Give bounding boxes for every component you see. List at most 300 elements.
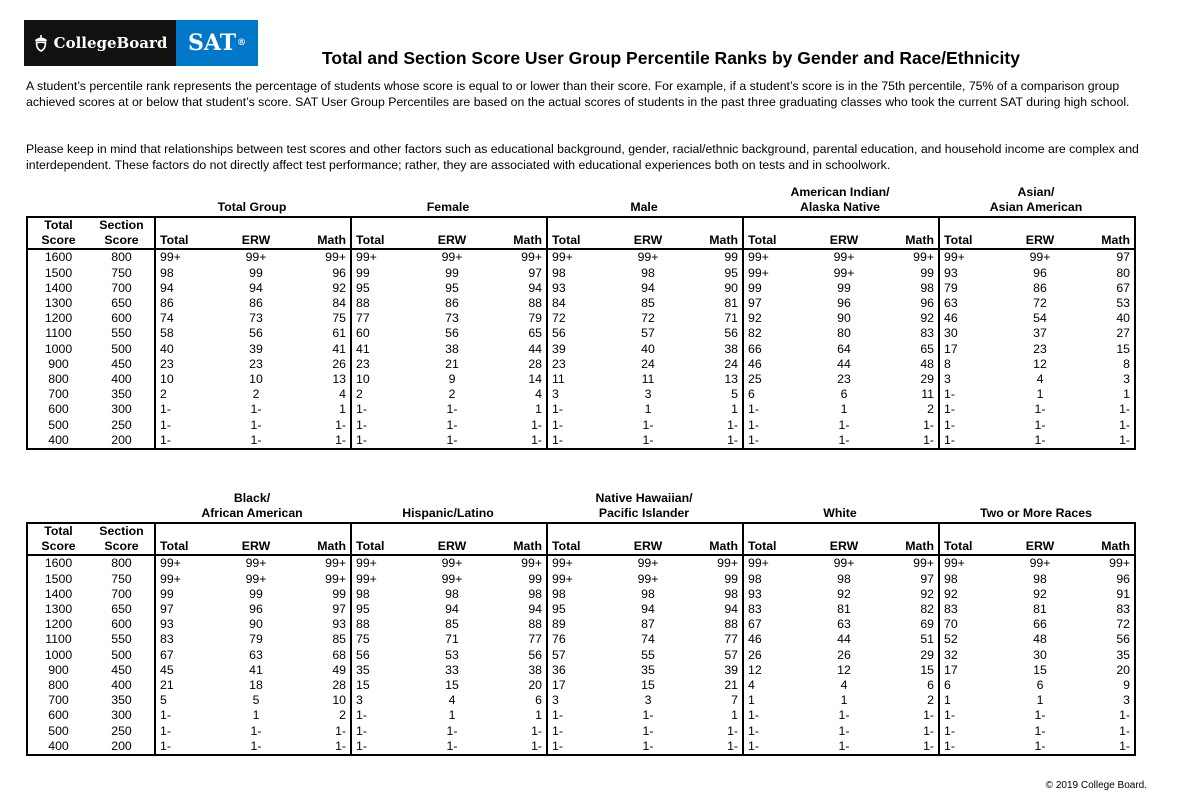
percentile-cell: 26 [837,647,851,662]
percentile-cell: 38 [445,341,459,356]
percentile-cell: 99+ [155,572,223,587]
total-score-cell: 1100 [45,632,72,647]
percentile-cell: 93 [155,617,223,632]
percentile-cell: 1- [1034,738,1046,753]
percentile-cell: 1- [531,432,542,447]
sub-column-header: Total [547,539,615,555]
percentile-cell: 58 [155,326,223,341]
percentile-cell: 11 [921,387,934,402]
percentile-cell: 11 [547,372,615,387]
percentile-cell: 41 [249,662,263,677]
group-header-line: White [823,506,857,520]
group-header-line: Two or More Races [980,506,1092,520]
percentile-cell: 23 [155,357,223,372]
table-row [27,342,1135,357]
percentile-cell: 99+ [547,555,615,571]
percentile-cell: 99+ [717,556,738,571]
percentile-cell: 99+ [351,555,419,571]
percentile-cell: 3 [644,387,652,402]
percentile-cell: 14 [528,372,542,387]
percentile-cell: 72 [1116,617,1130,632]
section-score-cell: 750 [111,265,132,280]
table-row [27,678,1135,693]
percentile-cell: 63 [249,647,263,662]
group-header-line: Asian American [989,200,1083,214]
total-score-cell: 1000 [44,341,73,356]
percentile-cell: 3 [547,693,615,708]
percentile-cell: 3 [644,693,652,708]
percentile-cell: 23 [249,356,263,371]
percentile-cell: 1- [446,432,458,447]
percentile-cell: 99+ [155,249,223,265]
table-row [27,648,1135,663]
percentile-cell: 38 [528,662,542,677]
percentile-cell: 1- [547,402,615,417]
percentile-cell: 1- [1119,708,1130,723]
percentile-cell: 20 [1116,662,1130,677]
percentile-cell: 57 [547,648,615,663]
percentile-cell: 1- [642,723,654,738]
percentile-cell: 1- [1034,723,1046,738]
percentile-cell: 1- [335,432,346,447]
percentile-cell: 99+ [637,556,659,571]
percentile-cell: 83 [1116,602,1130,617]
sub-column-header: ERW [223,233,289,249]
percentile-cell: 1- [1119,432,1130,447]
percentile-cell: 1- [1119,738,1130,753]
percentile-cell: 1- [351,418,419,433]
percentile-cell: 79 [939,281,1007,296]
section-score-cell: 800 [111,250,132,265]
percentile-cell: 99+ [743,266,811,281]
percentile-cell: 56 [1116,632,1130,647]
percentile-cell: 71 [724,311,738,326]
percentile-cell: 1- [250,417,262,432]
total-score-cell: 1300 [44,602,73,617]
percentile-cell: 41 [351,342,419,357]
section-score-cell: 700 [111,280,132,295]
percentile-cell: 1- [155,708,223,723]
percentile-cell: 46 [939,311,1007,326]
header-spacer [547,523,743,539]
percentile-cell: 99+ [743,555,811,571]
total-score-cell: 1400 [44,586,73,601]
percentile-cell: 1- [838,708,850,723]
percentile-cell: 1- [939,387,1007,402]
percentile-cell: 99 [724,250,738,265]
header-row [27,233,1135,249]
percentile-cell: 8 [939,357,1007,372]
section-score-cell: 800 [111,556,132,571]
percentile-cell: 67 [1116,280,1130,295]
percentile-cell: 1- [547,724,615,739]
percentile-cell: 1- [727,738,738,753]
percentile-cell: 99+ [913,556,934,571]
percentile-cell: 63 [939,296,1007,311]
percentile-table [26,522,1136,756]
percentile-cell: 77 [351,311,419,326]
section-score-cell: 450 [111,662,132,677]
sat-logo [176,20,258,66]
percentile-cell: 83 [743,602,811,617]
percentile-cell: 82 [920,602,934,617]
percentile-cell: 99 [351,266,419,281]
header-spacer [547,217,743,233]
acorn-icon [33,34,49,52]
percentile-cell: 88 [724,617,738,632]
percentile-cell: 1 [743,693,811,708]
percentile-cell: 1- [743,418,811,433]
table-row [27,372,1135,387]
header-spacer [155,217,351,233]
sub-column-header: Math [681,233,743,249]
percentile-cell: 63 [837,617,851,632]
group-header-line: Total Group [217,200,287,214]
percentile-cell: 99+ [325,556,346,571]
percentile-cell: 1- [250,723,262,738]
percentile-cell: 72 [547,311,615,326]
percentile-cell: 92 [939,587,1007,602]
percentile-cell: 90 [249,617,263,632]
percentile-cell: 3 [939,372,1007,387]
group-header-line: Female [426,200,470,214]
percentile-cell: 1- [1119,723,1130,738]
percentile-cell: 98 [724,586,738,601]
percentile-cell: 92 [1033,586,1047,601]
percentile-cell: 99+ [325,571,346,586]
percentile-cell: 17 [939,663,1007,678]
group-header-line: Native Hawaiian/ [595,491,693,505]
sub-column-header: ERW [811,539,877,555]
percentile-cell: 93 [743,587,811,602]
percentile-cell: 49 [332,662,346,677]
group-header-line [154,185,350,200]
percentile-cell: 10 [249,372,263,387]
percentile-cell: 44 [837,356,851,371]
percentile-cell: 95 [724,265,738,280]
percentile-cell: 99+ [939,555,1007,571]
percentile-cell: 99+ [743,249,811,265]
percentile-cell: 1- [547,433,615,449]
percentile-cell: 79 [528,311,542,326]
percentile-cell: 12 [837,662,851,677]
percentile-cell: 73 [249,311,263,326]
percentile-cell: 4 [339,387,346,402]
percentile-cell: 1- [838,723,850,738]
sub-column-header: Total [939,539,1007,555]
total-score-cell: 400 [48,738,69,753]
total-score-cell: 400 [48,432,69,447]
section-score-cell: 550 [111,632,132,647]
percentile-cell: 99+ [1029,556,1051,571]
table-row [27,708,1135,723]
percentile-cell: 1- [727,417,738,432]
percentile-cell: 99+ [245,250,267,265]
table-row [27,632,1135,647]
percentile-cell: 40 [1116,311,1130,326]
percentile-cell: 65 [920,341,934,356]
percentile-cell: 1- [939,724,1007,739]
section-score-cell: 350 [111,693,132,708]
percentile-cell: 94 [641,280,655,295]
total-score-cell: 1100 [45,326,72,341]
percentile-cell: 99 [332,586,346,601]
percentile-cell: 1- [743,433,811,449]
percentile-cell: 20 [528,678,542,693]
percentile-cell: 83 [939,602,1007,617]
percentile-cell: 86 [249,296,263,311]
group-header-line [742,491,938,506]
header-row [27,217,1135,233]
percentile-cell: 93 [332,617,346,632]
collegeboard-logo [24,20,176,66]
percentile-cell: 18 [249,678,263,693]
total-score-cell: 800 [48,372,69,387]
percentile-cell: 70 [939,617,1007,632]
percentile-cell: 4 [448,693,456,708]
sub-column-header: Total [155,539,223,555]
percentile-cell: 13 [724,372,738,387]
percentile-cell: 3 [351,693,419,708]
header-spacer [939,523,1135,539]
percentile-cell: 83 [920,326,934,341]
percentile-cell: 83 [155,632,223,647]
sat-wordmark: SAT [187,30,237,56]
percentile-cell: 1- [727,723,738,738]
section-score-header: Score [89,539,155,555]
percentile-cell: 1- [1034,432,1046,447]
sub-column-header: Math [681,539,743,555]
percentile-cell: 94 [641,602,655,617]
percentile-cell: 86 [445,296,459,311]
group-header [938,491,1134,521]
percentile-cell: 1- [250,432,262,447]
percentile-cell: 6 [535,693,542,708]
percentile-cell: 35 [351,663,419,678]
percentile-cell: 77 [724,632,738,647]
percentile-cell: 56 [249,326,263,341]
group-header-line [350,491,546,506]
table-row [27,249,1135,265]
percentile-cell: 94 [445,602,459,617]
total-score-cell: 1300 [44,296,73,311]
percentile-cell: 12 [743,663,811,678]
percentile-cell: 99+ [833,250,855,265]
header-spacer [155,523,351,539]
percentile-cell: 3 [1123,372,1130,387]
group-header [938,185,1134,215]
percentile-cell: 93 [939,266,1007,281]
section-score-cell: 600 [111,311,132,326]
percentile-cell: 97 [920,571,934,586]
percentile-cell: 1- [743,402,811,417]
table-row [27,418,1135,433]
percentile-cell: 1- [335,738,346,753]
section-score-header: Section [99,524,144,538]
percentile-cell: 99 [528,571,542,586]
percentile-cell: 48 [920,356,934,371]
percentile-cell: 2 [155,387,223,402]
table-row [27,739,1135,755]
group-header-line: American Indian/ [790,185,890,199]
percentile-cell: 13 [332,372,346,387]
percentile-table [26,216,1136,450]
percentile-cell: 1- [1119,417,1130,432]
percentile-cell: 37 [1033,326,1047,341]
percentile-cell: 10 [351,372,419,387]
percentile-cell: 93 [547,281,615,296]
table-row [27,387,1135,402]
percentile-cell: 56 [445,326,459,341]
table-row [27,587,1135,602]
total-score-header: Score [27,233,89,249]
percentile-cell: 5 [155,693,223,708]
percentile-cell: 40 [155,342,223,357]
sub-column-header: ERW [419,539,485,555]
percentile-cell: 72 [641,311,655,326]
section-score-cell: 200 [111,432,132,447]
percentile-cell: 98 [1033,571,1047,586]
percentile-cell: 1- [155,402,223,417]
percentile-cell: 1- [923,723,934,738]
sub-column-header: Math [289,539,351,555]
sat-tm-mark: ® [237,38,247,48]
percentile-cell: 55 [641,647,655,662]
percentile-cell: 75 [332,311,346,326]
percentile-cell: 44 [528,341,542,356]
sub-column-header: ERW [223,539,289,555]
percentile-cell: 67 [743,617,811,632]
percentile-cell: 1- [446,402,458,417]
percentile-cell: 56 [547,326,615,341]
percentile-cell: 35 [1116,647,1130,662]
total-score-cell: 900 [48,356,69,371]
percentile-cell: 1- [642,738,654,753]
percentile-cell: 92 [837,586,851,601]
percentile-cell: 99 [445,265,459,280]
percentile-cell: 94 [528,280,542,295]
percentile-cell: 12 [1033,356,1047,371]
percentile-cell: 1 [1036,387,1044,402]
total-score-cell: 1400 [44,280,73,295]
percentile-cell: 1- [547,708,615,723]
percentile-cell: 6 [840,387,848,402]
percentile-cell: 29 [920,647,934,662]
percentile-cell: 28 [332,678,346,693]
percentile-cell: 99+ [441,571,463,586]
section-score-cell: 650 [111,602,132,617]
group-header-line: Pacific Islander [598,506,690,520]
percentile-cell: 94 [724,602,738,617]
section-score-cell: 550 [111,326,132,341]
percentile-cell: 24 [724,356,738,371]
percentile-cell: 67 [155,648,223,663]
percentile-cell: 39 [249,341,263,356]
percentile-cell: 99+ [547,572,615,587]
total-score-cell: 1000 [44,647,73,662]
percentile-cell: 97 [1116,250,1130,265]
percentile-cell: 96 [1116,571,1130,586]
percentile-cell: 95 [445,280,459,295]
percentile-cell: 15 [445,678,459,693]
percentile-cell: 99 [743,281,811,296]
group-header-line [350,185,546,200]
percentile-cell: 1- [1034,402,1046,417]
percentile-cell: 1- [155,418,223,433]
section-score-cell: 700 [111,586,132,601]
percentile-cell: 96 [920,296,934,311]
percentile-cell: 1- [923,432,934,447]
percentile-cell: 92 [920,311,934,326]
percentile-cell: 38 [724,341,738,356]
percentile-cell: 82 [743,326,811,341]
percentile-cell: 74 [155,311,223,326]
percentile-cell: 99 [724,571,738,586]
sub-column-header: ERW [615,233,681,249]
percentile-cell: 85 [641,296,655,311]
percentile-cell: 1 [252,708,260,723]
table-row [27,402,1135,417]
percentile-cell: 30 [939,326,1007,341]
percentile-cell: 1- [250,738,262,753]
table-row [27,266,1135,281]
percentile-cell: 80 [837,326,851,341]
percentile-cell: 53 [445,647,459,662]
percentile-cell: 30 [1033,647,1047,662]
percentile-cell: 99+ [521,250,542,265]
percentile-cell: 1- [531,738,542,753]
percentile-cell: 27 [1116,326,1130,341]
percentile-cell: 73 [445,311,459,326]
percentile-cell: 85 [445,617,459,632]
percentile-cell: 5 [252,693,260,708]
percentile-cell: 2 [927,693,934,708]
total-score-cell: 600 [48,708,69,723]
sub-column-header: Math [1073,233,1135,249]
percentile-cell: 74 [641,632,655,647]
percentile-cell: 56 [724,326,738,341]
percentile-cell: 99+ [245,556,267,571]
percentile-cell: 1- [351,739,419,755]
percentile-cell: 23 [547,357,615,372]
percentile-cell: 77 [528,632,542,647]
percentile-cell: 33 [445,662,459,677]
percentile-cell: 79 [249,632,263,647]
header-row [27,539,1135,555]
percentile-cell: 1- [335,417,346,432]
percentile-cell: 98 [920,280,934,295]
table-row [27,357,1135,372]
percentile-cell: 98 [351,587,419,602]
percentile-cell: 97 [743,296,811,311]
percentile-cell: 6 [1036,678,1044,693]
section-score-cell: 400 [111,372,132,387]
percentile-cell: 92 [743,311,811,326]
percentile-cell: 6 [927,678,934,693]
percentile-cell: 99 [920,265,934,280]
section-score-cell: 300 [111,402,132,417]
percentile-cell: 88 [351,617,419,632]
percentile-cell: 84 [332,296,346,311]
sub-column-header: ERW [615,539,681,555]
percentile-cell: 1- [939,739,1007,755]
percentile-cell: 98 [155,266,223,281]
table-row [27,326,1135,341]
percentile-cell: 44 [837,632,851,647]
percentile-cell: 2 [927,402,934,417]
percentile-cell: 1- [155,739,223,755]
percentile-cell: 3 [547,387,615,402]
